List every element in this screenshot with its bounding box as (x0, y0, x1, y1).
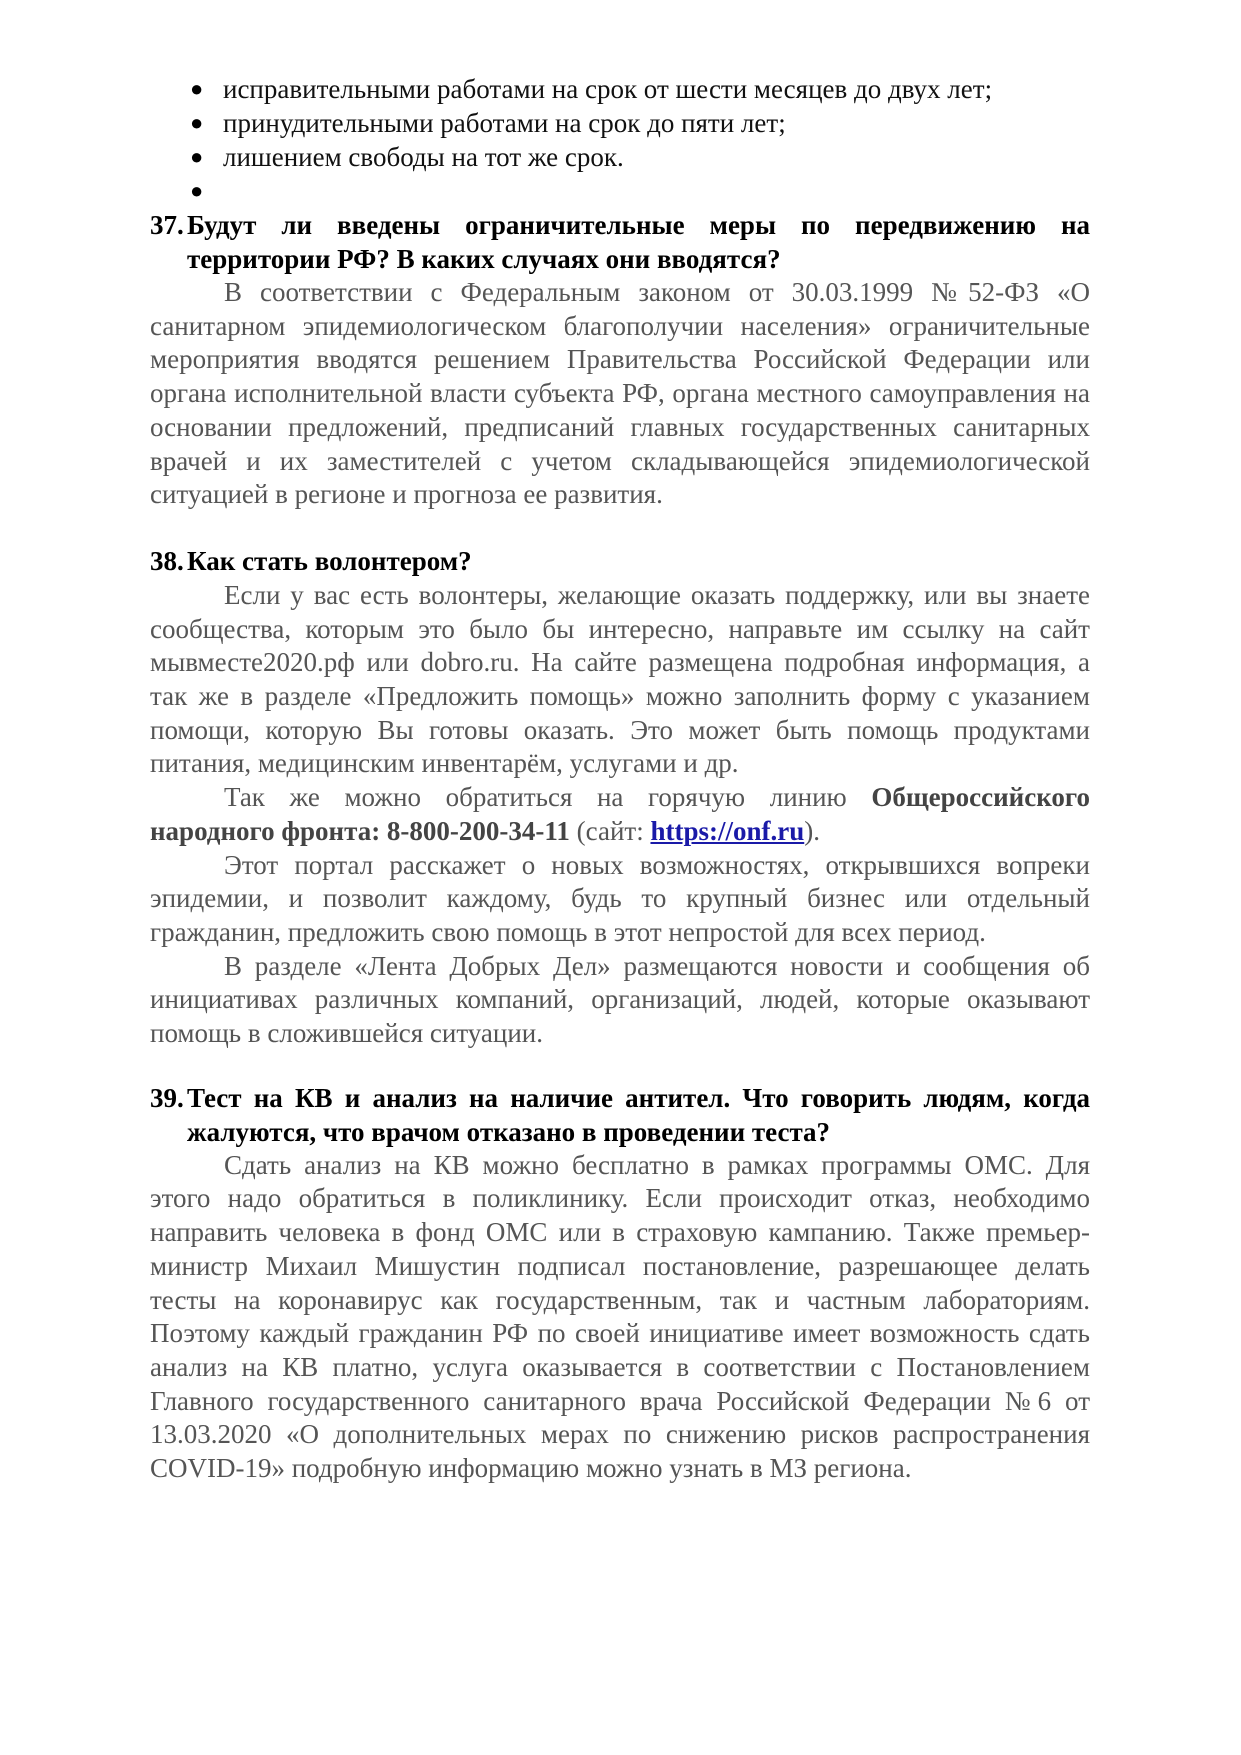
bullet-icon: ● (190, 110, 204, 135)
onf-link[interactable]: https://onf.ru (650, 815, 805, 846)
bullet-icon: ● (190, 76, 204, 101)
list-item (150, 140, 1090, 174)
question-title: Как стать волонтером? (187, 545, 472, 576)
answer-38-paragraph-4: В разделе «Лента Добрых Дел» размещаются новости и сообщения об инициативах различных компаний, организаций, людей, которые оказывают помощь в сложившейся ситуации. (150, 950, 1090, 1049)
document-page (150, 72, 1090, 1486)
paragraph-text: Так же можно обратиться на горячую линию (224, 782, 872, 813)
question-title: Будут ли введены ограничительные меры по передвижению на территории РФ? В каких случаях они вводятся? (187, 210, 1090, 274)
question-number: 37. (150, 210, 184, 240)
answer-38-paragraph-3: Этот портал расскажет о новых возможностях, открывшихся вопреки эпидемии, и позволит каждому, будь то крупный бизнес или отдельный гражданин, предложить свою помощь в этот непростой для всех период. (150, 849, 1090, 947)
bullet-icon: ● (190, 178, 204, 203)
list-item (150, 174, 1090, 208)
question-title: Тест на КВ и анализ на наличие антител. Что говорить людям, когда жалуются, что врачом отказано в проведении теста? (187, 1082, 1090, 1147)
bullet-text: принудительными работами на срок до пяти лет; (223, 108, 786, 138)
question-39-heading (150, 1081, 1090, 1149)
question-number: 38. (150, 545, 184, 576)
bullet-icon: ● (190, 144, 204, 169)
answer-37: В соответствии с Федеральным законом от 30.03.1999 №52-ФЗ «О санитарном эпидемиологическом благополучии населения» ограничительные мероприятия вводятся решением Правительства Российской Федерации или органа исполнительной власти субъекта РФ, органа местного самоуправления на основании предложений, предписаний главных государственных санитарных врачей и их заместителей с учетом складывающейся эпидемиологической ситуацией в регионе и прогноза ее развития. (150, 277, 1090, 510)
paragraph-text: (сайт: (569, 815, 651, 846)
answer-38-paragraph-1: Если у вас есть волонтеры, желающие оказать поддержку, или вы знаете сообщества, которым это было бы интересно, направьте им ссылку на сайт мывместе2020.рф или dobro.ru. На сайте размещена подробная информация, а так же в разделе «Предложить помощь» можно заполнить форму с указанием помощи, которую Вы готовы оказать. Это может быть помощь продуктами питания, медицинским инвентарём, услугами и др. (150, 579, 1090, 779)
answer-39: Сдать анализ на КВ можно бесплатно в рамках программы ОМС. Для этого надо обратиться в поликлинику. Если происходит отказ, необходимо направить человека в фонд ОМС или в страховую кампанию. Также премьер-министр Михаил Мишустин подписал постановление, разрешающее делать тесты на коронавирус как государственным, так и частным лабораториям. Поэтому каждый гражданин РФ по своей инициативе имеет возможность сдать анализ на КВ платно, услуга оказывается в соответствии с Постановлением Главного государственного санитарного врача Российской Федерации №6 от 13.03.2020 «О дополнительных мерах по снижению рисков распространения COVID-19» подробную информацию можно узнать в МЗ региона. (150, 1149, 1090, 1484)
answer-38-paragraph-2 (150, 781, 1090, 848)
bullet-text: лишением свободы на тот же срок. (223, 142, 624, 172)
paragraph-text: ). (804, 815, 820, 846)
list-item (150, 72, 1090, 106)
question-number: 39. (150, 1082, 184, 1113)
list-item (150, 106, 1090, 140)
question-37-heading (150, 208, 1090, 276)
spacer (150, 1051, 1090, 1081)
spacer (150, 512, 1090, 544)
hotline-info: Общероссийского народного фронта: 8-800-200-34-11 (150, 782, 1090, 846)
bullet-text: исправительными работами на срок от шести месяцев до двух лет; (223, 74, 993, 104)
bullet-list (150, 72, 1090, 208)
question-38-heading (150, 544, 1090, 578)
